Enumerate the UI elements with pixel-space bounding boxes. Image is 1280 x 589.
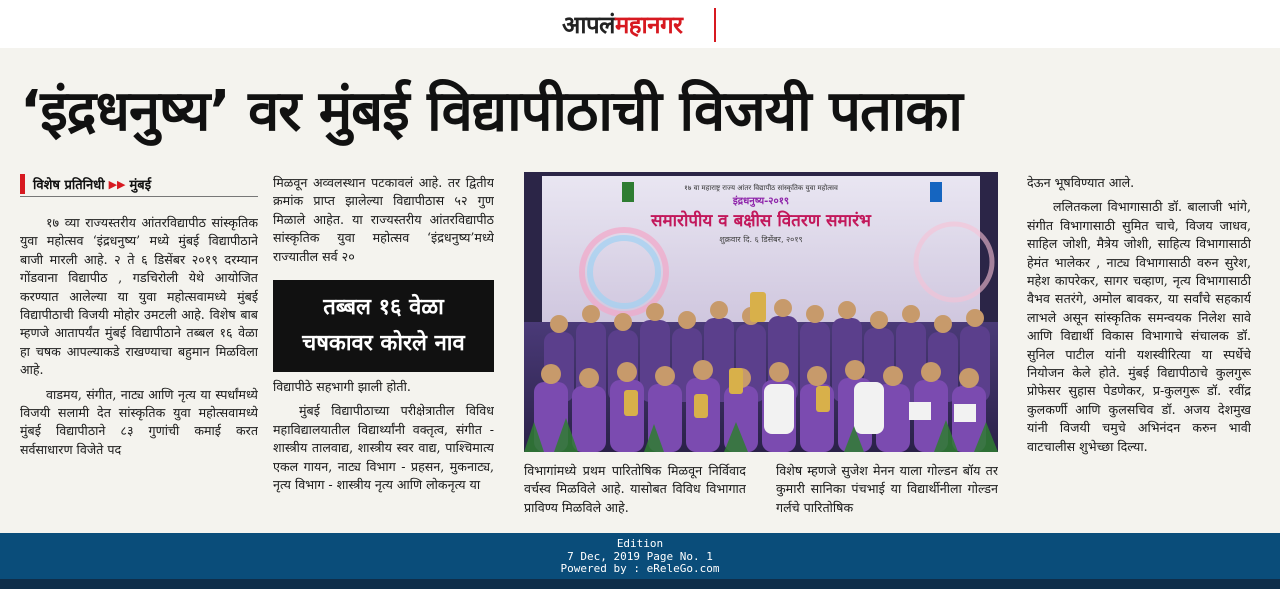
publication-logo: [562, 8, 682, 38]
banner-subtitle: इंद्रधनुष्य-२०१९: [732, 196, 790, 207]
logo-divider: [714, 8, 716, 42]
footer-edition: Edition: [616, 537, 664, 550]
article-headline: ‘इंद्रधनुष्य’ वर मुंबई विद्यापीठाची विजयी पताका: [20, 79, 962, 144]
paragraph: मुंबई विद्यापीठाच्या परीक्षेत्रातील विविध महाविद्यालयातील विद्यार्थ्यांनी वक्तृत्व, संगीत - शास्त्रीय तालवाद्य, शास्त्रीय स्वर वाद्य, पाश्चिमात्य एकल गायन, नाट्य विभाग - प्रहसन, मुकनाट्य, नृत्य विभाग - शास्त्रीय नृत्य आणि लोकनृत्य या: [273, 403, 494, 493]
footer-strip: [0, 579, 1280, 589]
highlight-box: [273, 280, 494, 372]
article-column-3: [524, 462, 746, 526]
banner-small-text: १७ वा महाराष्ट्र राज्य आंतर विद्यापीठ सांस्कृतिक युवा महोत्सव: [684, 184, 838, 192]
paragraph: विशेष म्हणजे सुजेश मेनन याला गोल्डन बॉय तर कुमारी सानिका पंचभाई या विद्यार्थीनीला गोल्डन गर्लचे पारितोषिक: [776, 463, 998, 515]
article-column-1: [20, 214, 258, 526]
highlight-line-1: तब्बल १६ वेळा: [323, 295, 444, 320]
paragraph: ललितकला विभागासाठी डॉ. बालाजी भांगे, संगीत विभागासाठी सुमित चाचे, विजय जाधव, साहिल जोशी, मैत्रेय जोशी, साहित्य विभागासाठी हेमंत भालेकर , नाट्य विभागासाठी वरुन सुरेश, महेश कापरेकर, सागर चव्हाण, नृत्य विभागासाठी वैभव सतरंगे, अमोल बावकर, या सर्वांचे सहकार्य लाभले असून सांस्कृतिक समन्वयक निलेश सावे आणि विद्यार्थी विकास विभागाचे संचालक डॉ. सुनिल पाटील यांनी यशस्वीरित्या या स्पर्धेचे नियोजन केले होते. मुंबई विद्यापीठाचे कुलगुरू प्रोफेसर सुहास पेडणेकर, प्र-कुलगुरू डॉ. रवींद्र कुलकर्णी आणि कुलसचिव डॉ. अजय देशमुख यांनी विजयी चमुचे अभिनंदन करुन भावी वाटचालीस शुभेच्छा दिल्या.: [1027, 199, 1251, 454]
byline-label: विशेष प्रतिनिधी: [33, 178, 105, 193]
byline-place: मुंबई: [129, 178, 152, 193]
paragraph: वाडमय, संगीत, नाट्य आणि नृत्य या स्पर्धांमध्ये विजयी सलामी देत सांस्कृतिक युवा महोत्सवामध्ये मुंबई विद्यापीठाने ८३ गुणांची कमाई करत सर्वसाधारण विजेते पद: [20, 386, 258, 457]
masthead: [0, 0, 1280, 48]
paragraph: मिळवून अव्वलस्थान पटकावलं आहे. तर द्वितीय क्रमांक प्राप्त झालेल्या विद्यापीठास ५२ गुण मिळाले आहेत. या राज्यस्तरीय आंतरविद्यापीठ सांस्कृतिक युवा महोत्सव ‘इंद्रधनुष्य’मध्ये राज्यातील सर्व २०: [273, 175, 494, 264]
article-column-5: [1027, 174, 1251, 528]
event-photo-illustration: [524, 172, 998, 452]
edition-footer: [0, 533, 1280, 589]
article-column-2-top: [273, 174, 494, 266]
article-column-2-bottom: [273, 378, 494, 528]
paragraph: विभागांमध्ये प्रथम पारितोषिक मिळवून निर्विवाद वर्चस्व मिळविले आहे. यासोबत विविध विभागात प्राविण्य मिळविले आहे.: [524, 463, 746, 515]
footer-powered-by: Powered by : eReleGo.com: [560, 562, 720, 575]
newspaper-page: [0, 48, 1280, 533]
paragraph: १७ व्या राज्यस्तरीय आंतरविद्यापीठ सांस्कृतिक युवा महोत्सव ‘इंद्रधनुष्य’ मध्ये मुंबई विद्यापीठाने बाजी मारली आहे. २ ते ६ डिसेंबर २०१९ दरम्यान गोंडवाना विद्यापीठ , गडचिरोली येथे आयोजित करण्यात आलेल्या या युवा महोत्सवामध्ये मुंबई विद्यापीठाची विजयी मोहोर उमटली आहे. विशेष बाब म्हणजे आतापर्यंत मुंबई विद्यापीठाने तब्बल १६ वेळा हा चषक आपल्याकडे राखण्याचा बहुमान मिळविला आहे.: [20, 215, 258, 378]
logo-part-1: आपलं: [562, 11, 615, 39]
paragraph: देऊन भूषविण्यात आले.: [1027, 175, 1135, 190]
banner-date: शुक्रवार दि. ६ डिसेंबर, २०१९: [719, 235, 803, 244]
article-column-4: [776, 462, 998, 526]
banner-title: समारोपीय व बक्षीस वितरण समारंभ: [650, 211, 872, 231]
event-photo: [524, 172, 998, 452]
footer-date-page: 7 Dec, 2019 Page No. 1: [567, 549, 713, 563]
byline: [20, 172, 258, 197]
paragraph: विद्यापीठे सहभागी झाली होती.: [273, 379, 411, 394]
logo-part-2: महानगर: [614, 11, 683, 39]
byline-marker: [20, 174, 25, 194]
highlight-line-2: चषकावर कोरले नाव: [302, 331, 465, 356]
double-arrow-icon: ▶▶: [108, 177, 126, 191]
